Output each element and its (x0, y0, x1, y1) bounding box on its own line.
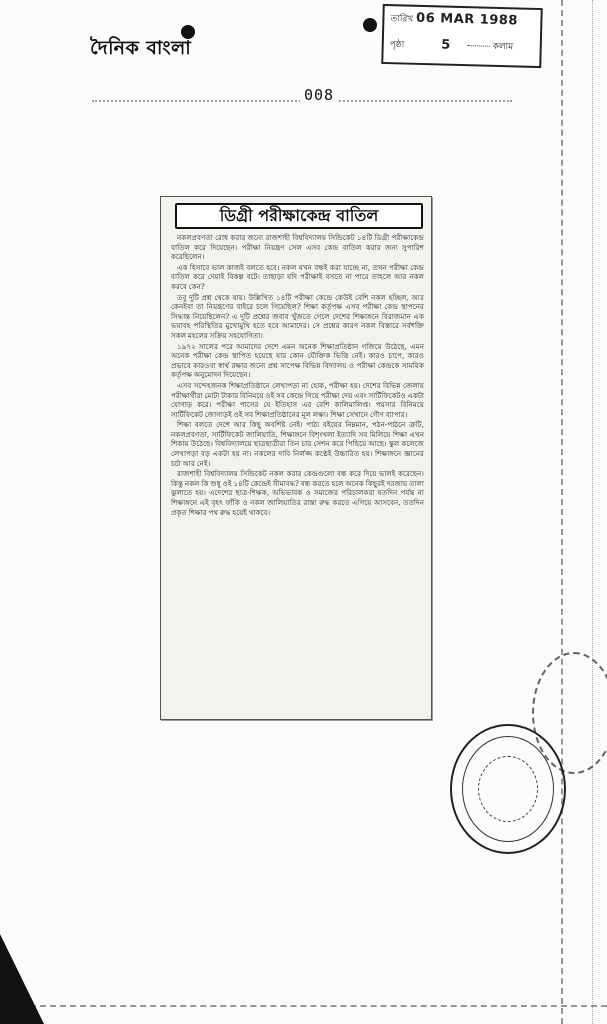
article-paragraph: রাজশাহী বিশ্ববিদ্যালয় সিন্ডিকেট নকল করার কেন্দ্রগুলো বন্ধ করে দিয়ে ভালই করেছেন। কিন্তু নকল কি শুধু ওই ১৪টি কেন্দ্রেই সীমাবদ্ধ? বন্ধ করতে হলে অনেক কিছুরই দরজায় তালা ঝুলাতে হয়। এদেশের ছাত্র-শিক্ষক, অভিভাবক ও সমাজের পরিচালকরা যতদিন পর্যন্ত না শিক্ষাঙ্গনে এই বৃহৎ ফাঁকি ও নকল জালিয়াতির রাস্তা রুদ্ধ করতে এগিয়ে আসবেন, ততদিন প্রকৃত শিক্ষার পথ রুদ্ধ হয়েই থাকবে। (171, 469, 424, 517)
newspaper-name: দৈনিক বাংলা (90, 37, 192, 59)
newspaper-clipping (160, 196, 432, 720)
page-number: 008 (300, 86, 338, 104)
seal-core (478, 756, 538, 822)
stamp-dotted-line (468, 45, 490, 47)
punch-hole-right (363, 18, 377, 32)
stamp-date-value: 06 MAR 1988 (415, 10, 519, 29)
article-paragraph: শিক্ষা বলতে দেশে আর কিছু অবশিষ্ট নেই। পাঠ্য বইয়ের নিম্নমান, পঠন-পাঠনে ত্রুটি, নকলপ্রবণতা, সার্টিফিকেট জালিয়াতি, শিক্ষাঙ্গনে বিশৃংখলা ইত্যাদি সব মিলিয়ে শিক্ষা এখন শিকায় উঠেছে। বিশ্ববিদ্যালয়ে ছাত্রছাত্রীরা তিন চার সেশন করে পিছিয়ে আছে। স্কুল কলেজে লেখাপড়া বড় একটা হয় না। নকলের দাবি নির্লজ্জ কণ্ঠেই উচ্চারিত হয়। শিক্ষাঙ্গনে জ্ঞানের চর্চা আর নেই। (171, 420, 424, 468)
article-paragraph: এসব সন্দেহজনক শিক্ষাপ্রতিষ্ঠানে লেখাপড়া না হোক, পরীক্ষা হয়। দেশের বিভিন্ন জেলায় পরীক্ষার্থীরা মোটা টাকার বিনিময়ে ওই সব কেন্দ্রে গিয়ে পরীক্ষা দেয় এবং সার্টিফিকেটও একটা যোগাড় করে। পরীক্ষা পাসের যে ইতিহাস এর বেশি কালিমালিপ্ত। পয়সার বিনিময়ে সার্টিফিকেট জোগাড়ই ওই সব শিক্ষাপ্রতিষ্ঠানের মূল লক্ষ্য। শিক্ষা সেখানে গৌণ ব্যাপার। (171, 380, 424, 419)
article-paragraph: ১৯৭২ সালের পরে আমাদের দেশে এমন অনেক শিক্ষাপ্রতিষ্ঠান গজিয়ে উঠেছে, এমন অনেক পরীক্ষা কেন্দ্র স্থাপিত হয়েছে যার কোন যৌক্তিক ভিত্তি নেই। কারও চাপে, কারও প্রভাবে কারওবা স্বার্থ রক্ষার জন্যে প্রশ্ন সাপেক্ষ বিভিন্ন বিদ্যালয় ও পরীক্ষা কেন্দ্রকে সাময়িক কর্তৃপক্ষ অনুমোদন দিয়েছেন। (171, 341, 424, 380)
article-paragraph: এক হিসাবে ভাল কাজই বলতে হবে। নকল যখন বন্ধই করা যাচ্ছে না, তখন পরীক্ষা কেন্দ্র বাতিল করে দেয়াই বিকল্প বটে। তাছাড়া যদি পরীক্ষাই বসতে না পারে তাহলে আর নকল করবে কেন? (171, 262, 424, 291)
article-paragraph: নকলপ্রবণতা রোধ করার জন্যে রাজশাহী বিশ্ববিদ্যালয় সিন্ডিকেট ১৪টি ডিগ্রী পরীক্ষাকেন্দ্র বাতিল করে দিয়েছেন। পরীক্ষা নিয়ন্ত্রণ সেল এসব কেন্দ্র বাতিল করার জন্য সুপারিশ করেছিলেন। (171, 233, 424, 262)
article-body (161, 233, 431, 517)
date-stamp (381, 4, 543, 68)
stamp-date-row (390, 10, 518, 29)
article-paragraph: তবু দুটি প্রশ্ন থেকে যায়। উল্লিখিত ১৪টি পরীক্ষা কেন্দ্রে কেউই বেশি নকল হচ্ছিল, আর কেনইবা তা নিয়ন্ত্রণের বাইরে চলে গিয়েছিল? শিক্ষা কর্তৃপক্ষ এসব পরীক্ষা কেন্দ্র স্থাপনের সিদ্ধান্ত নিয়েছিলেন? এ দুটি প্রশ্নের জবাব খুঁজতে গেলে দেশের শিক্ষাঙ্গনে বিরাজমান এক ভয়াবহ পরিস্থিতির মুখোমুখি হতে হবে আমাদের। সে প্রশ্নের কারণ নকল বিস্তারে সর্বশক্তি সকল মহলের সক্রিয় সহযোগিতা। (171, 292, 424, 340)
page-edge-right (561, 0, 567, 1024)
stamp-page-label: পৃষ্ঠা (389, 40, 405, 51)
stamp-page-value: 5 (441, 37, 451, 53)
article-headline: ডিগ্রী পরীক্ষাকেন্দ্র বাতিল (175, 203, 423, 229)
corner-shadow (0, 934, 44, 1024)
stamp-page-row (390, 36, 451, 54)
partial-seal (532, 652, 607, 774)
stamp-column-label: কলাম (492, 41, 514, 53)
page-edge-outer (592, 0, 595, 1024)
stamp-column-row (468, 38, 514, 54)
stamp-date-label: তারিখ (390, 14, 414, 25)
page-edge-bottom (20, 1005, 607, 1010)
